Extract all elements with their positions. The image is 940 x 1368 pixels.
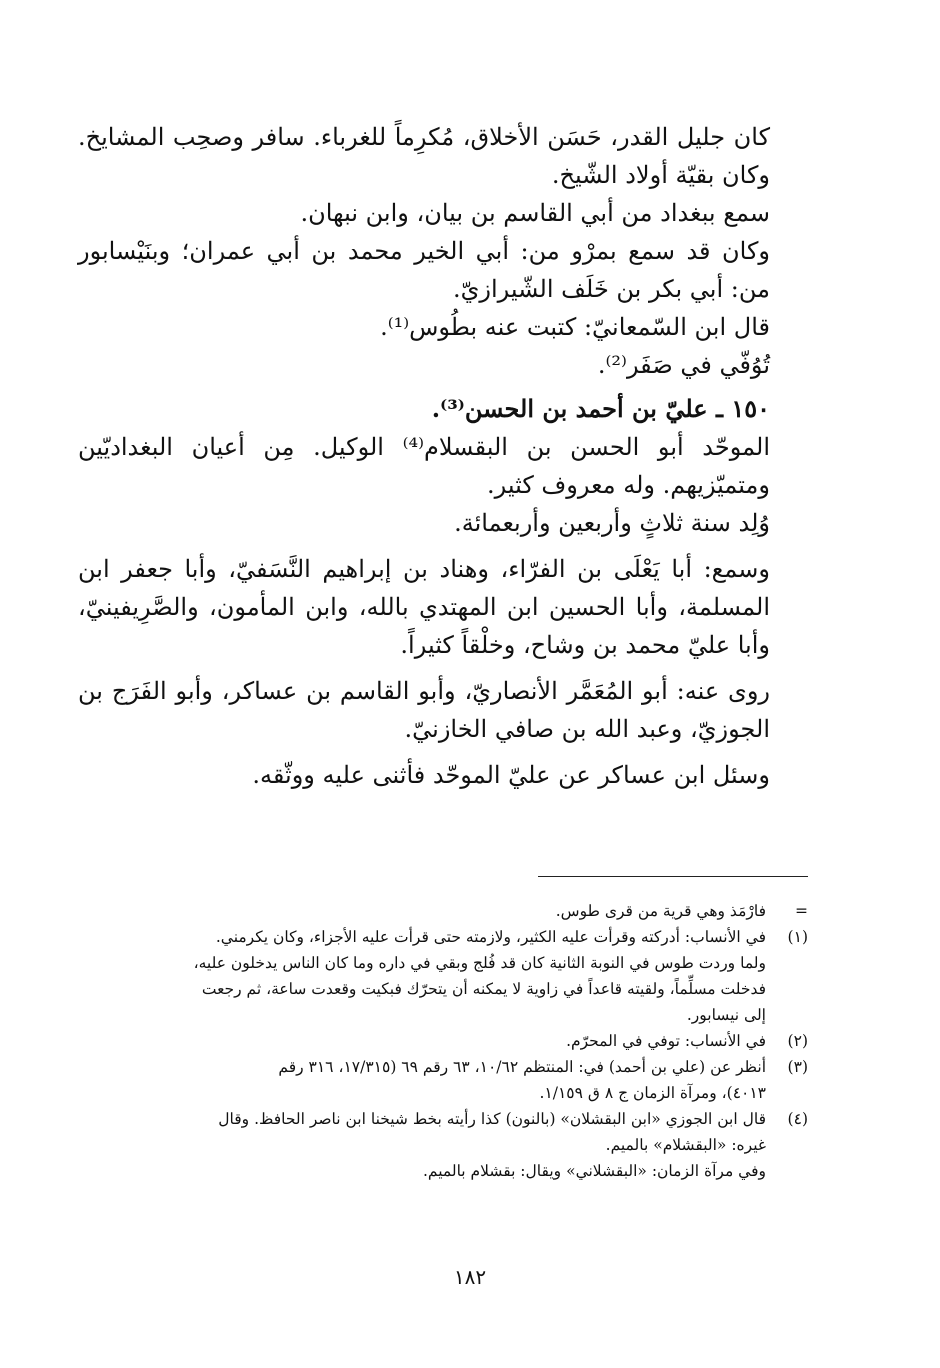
footnote xyxy=(78,1028,808,1054)
footnote xyxy=(78,898,808,924)
paragraph: وسمع: أبا يَعْلَى بن الفرّاء، وهناد بن إبراهيم النَّسَفيّ، وأبا جعفر ابن المسلمة، وأبا الحسين ابن المهتدي بالله، وابن المأمون، والصَّرِيفينيّ، وأبا عليّ محمد بن وشاح، وخلْقاً كثيراً. xyxy=(78,555,771,659)
footnote-marker: (٣) xyxy=(787,1058,808,1076)
footnote-line: فارْمَذ وهي قرية من قرى طوس. xyxy=(555,902,766,920)
page-number: ١٨٢ xyxy=(453,1265,487,1289)
footnote-marker: (٤) xyxy=(787,1110,808,1128)
footnote xyxy=(78,1106,808,1184)
footnote-marker: = xyxy=(795,902,808,920)
entry-heading: ١٥٠ ـ عليّ بن أحمد بن الحسن⁽³⁾. xyxy=(431,394,770,423)
footnotes-block xyxy=(78,898,808,1184)
footnote-line: أنظر عن (علي بن أحمد) في: المنتظم ١٠/٦٢، ٦٣ رقم ٦٩ (١٧/٣١٥، ٣١٦ رقم xyxy=(278,1058,766,1076)
paragraph: سمع ببغداد من أبي القاسم بن بيان، وابن نبهان. xyxy=(300,199,770,227)
footnote-line: غيره: «البقشلام» بالميم. xyxy=(605,1136,766,1154)
footnote-marker: (١) xyxy=(787,928,808,946)
paragraph: قال ابن السّمعانيّ: كتبت عنه بطُوس⁽¹⁾. xyxy=(380,313,770,341)
paragraph: تُوُفّي في صَفَر⁽²⁾. xyxy=(597,351,770,379)
footnote-separator xyxy=(538,876,808,877)
footnote-line: قال ابن الجوزي «ابن البقشلان» (بالنون) كذا رأيته بخط شيخنا ابن ناصر الحافظ. وقال xyxy=(218,1110,766,1128)
footnote-line: في الأنساب: توفي في المحرّم. xyxy=(566,1032,766,1050)
footnote xyxy=(78,1054,808,1106)
paragraph: كان جليل القدر، حَسَن الأخلاق، مُكرِماً للغرباء. سافر وصحِب المشايخ. وكان بقيّة أولاد الشّيخ. xyxy=(78,123,770,189)
footnote-line: في الأنساب: أدركته وقرأت عليه الكثير، ولازمته حتى قرأت عليه الأجزاء، وكان يكرمني. xyxy=(215,928,766,946)
paragraph: روى عنه: أبو المُعَمَّر الأنصاريّ، وأبو القاسم بن عساكر، وأبو الفَرَج بن الجوزيّ، وعبد الله بن صافي الخازنيّ. xyxy=(78,677,771,743)
paragraph: الموحّد أبو الحسن بن البقسلام⁽⁴⁾ الوكيل. مِن أعيان البغداديّين ومتميّزيهم. وله معروف كثير. xyxy=(78,433,770,499)
footnote-line: إلى نيسابور. xyxy=(686,1006,766,1024)
footnote-line: وفي مرآة الزمان: «البقشلاني» ويقال: بقشلام بالميم. xyxy=(422,1162,766,1180)
footnote-marker: (٢) xyxy=(787,1032,808,1050)
paragraph: وُلِد سنة ثلاثٍ وأربعين وأربعمائة. xyxy=(454,509,770,537)
footnote xyxy=(78,924,808,1028)
footnote-line: فدخلت مسلِّماً، ولقيته قاعداً في زاوية لا يمكنه أن يتحرّك فبكيت وقعدت ساعة، ثم رجعت xyxy=(201,980,766,998)
footnote-line: ولما وردت طوس في النوبة الثانية كان قد فُلج وبقي في داره وما كان الناس يدخلون عليه، xyxy=(193,954,766,972)
footnote-line: ٤٠١٣)، ومرآة الزمان ج ٨ ق ١/١٥٩. xyxy=(539,1084,766,1102)
paragraph: وكان قد سمع بمرْو من: أبي الخير محمد بن أبي عمران؛ وبنَيْسابور من: أبي بكر بن خَلَف الشّيرازيّ. xyxy=(78,237,770,303)
main-text-block xyxy=(78,118,808,794)
paragraph: وسئل ابن عساكر عن عليّ الموحّد فأثنى عليه ووثّقه. xyxy=(252,761,770,789)
